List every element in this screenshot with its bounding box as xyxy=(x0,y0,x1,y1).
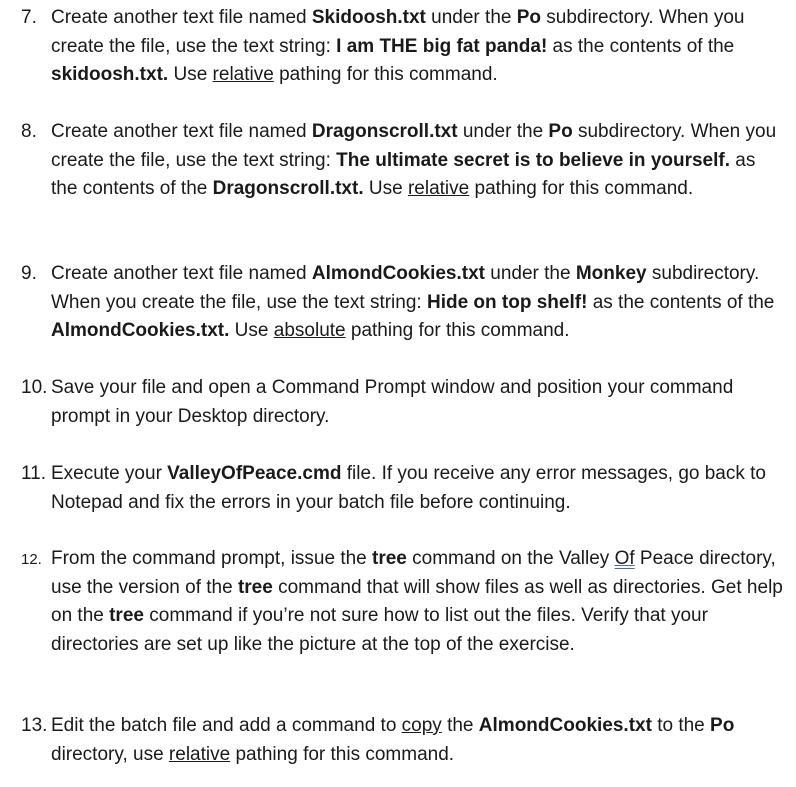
text-run: file. If you receive any error messages, go back to Notepad and fix the errors in your batch file before continuing. xyxy=(51,463,766,513)
bold-text: Po xyxy=(516,7,542,28)
bold-text: AlmondCookies.txt xyxy=(478,715,652,736)
list-number: 7. xyxy=(21,7,37,28)
text-run: command if you’re not sure how to list out the files. Verify that your directories are set up like the picture at the top of the exercise. xyxy=(51,605,708,655)
bold-text: Skidoosh.txt xyxy=(311,7,426,28)
text-run: to the xyxy=(651,715,711,736)
underlined-text: relative xyxy=(407,178,470,200)
text-run: directory, use xyxy=(51,743,169,765)
bold-text: AlmondCookies.txt xyxy=(311,263,485,284)
text-run: pathing for this command. xyxy=(230,743,455,765)
list-text xyxy=(51,712,786,769)
text-run: as the contents of the xyxy=(51,149,756,200)
bold-text: ValleyOfPeace.cmd xyxy=(167,463,342,484)
text-run: Use xyxy=(229,320,274,342)
text-run: command on the Valley xyxy=(406,548,615,569)
text-run: Peace directory, use the version of the xyxy=(51,548,776,598)
text-run: as the contents of the xyxy=(587,291,775,313)
bold-text: AlmondCookies.txt. xyxy=(51,320,230,342)
spellcheck-marked-text: Of xyxy=(614,548,635,569)
list-text xyxy=(51,545,786,659)
text-run: subdirectory. When you create the file, use the text string: xyxy=(51,263,760,313)
underlined-text: absolute xyxy=(273,320,346,342)
list-number: 8. xyxy=(21,121,37,142)
text-run: Save your file and open a Command Prompt window and position your command prompt in your Desktop directory. xyxy=(51,377,734,427)
list-text xyxy=(51,374,786,431)
bold-text: The ultimate secret is to believe in yourself. xyxy=(336,149,731,171)
bold-text: tree xyxy=(109,605,144,627)
bold-text: Monkey xyxy=(575,263,647,284)
bold-text: Po xyxy=(548,121,573,142)
text-run: pathing for this command. xyxy=(273,64,498,86)
underlined-text: relative xyxy=(212,64,274,86)
bold-text: Dragonscroll.txt xyxy=(311,121,458,142)
text-run: Use xyxy=(168,64,213,86)
underlined-text: copy xyxy=(401,715,442,736)
bold-text: skidoosh.txt. xyxy=(51,64,169,86)
text-run: as the contents of the xyxy=(547,35,735,57)
text-run: subdirectory. When you create the file, use the text string: xyxy=(51,121,777,171)
text-run: Create another text file named xyxy=(51,121,312,142)
text-run: Create another text file named xyxy=(51,7,312,28)
list-number: 9. xyxy=(21,263,37,284)
bold-text: Dragonscroll.txt. xyxy=(212,178,364,200)
list-text xyxy=(51,460,786,517)
text-run: the xyxy=(441,715,479,736)
list-number: 11. xyxy=(21,463,47,484)
list-number: 12. xyxy=(21,551,42,568)
text-run: Use xyxy=(363,178,408,200)
bold-text: tree xyxy=(372,548,407,569)
text-run: Create another text file named xyxy=(51,263,312,284)
list-text xyxy=(51,4,786,90)
bold-text: Po xyxy=(710,715,735,736)
text-run: From the command prompt, issue the xyxy=(51,548,373,569)
list-text xyxy=(51,260,786,346)
text-run: under the xyxy=(485,263,576,284)
text-run: under the xyxy=(425,7,517,28)
list-text xyxy=(51,118,786,204)
underlined-text: relative xyxy=(168,743,231,765)
bold-text: I am THE big fat panda! xyxy=(336,35,548,57)
text-run: subdirectory. When you create the file, use the text string: xyxy=(51,7,745,57)
bold-text: tree xyxy=(237,576,273,598)
list-number: 13. xyxy=(21,715,48,736)
text-run: Edit the batch file and add a command to xyxy=(51,715,402,736)
text-run: Execute your xyxy=(51,463,168,484)
text-run: under the xyxy=(457,121,549,142)
text-run: command that will show files as well as directories. Get help on the xyxy=(51,576,783,627)
list-number: 10. xyxy=(21,377,48,398)
bold-text: Hide on top shelf! xyxy=(426,291,588,313)
text-run: pathing for this command. xyxy=(469,178,694,200)
text-run: pathing for this command. xyxy=(345,320,570,342)
